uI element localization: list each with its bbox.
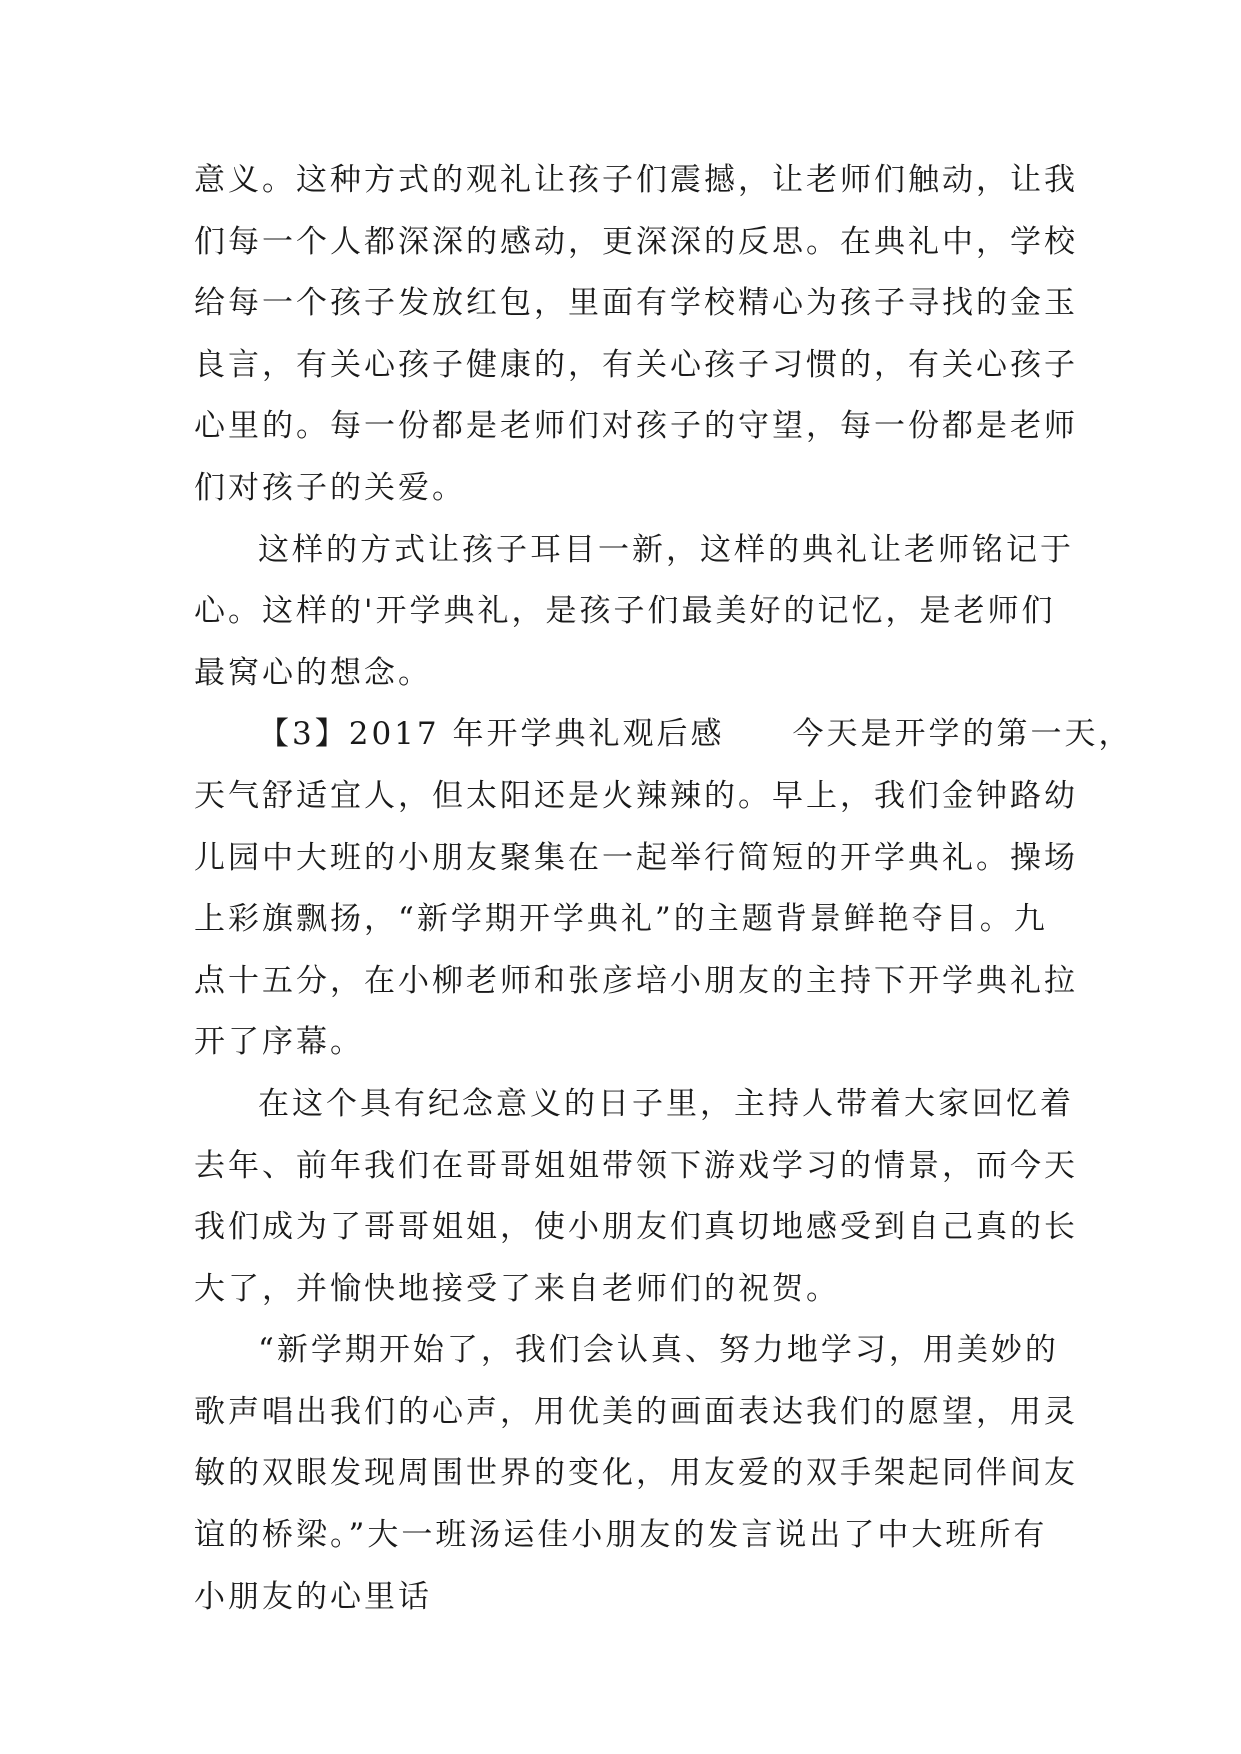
text-line: 点十五分，在小柳老师和张彦培小朋友的主持下开学典礼拉 [194,962,1078,999]
text-line: 们每一个人都深深的感动，更深深的反思。在典礼中，学校 [194,223,1078,260]
text-line: 上彩旗飘扬，“新学期开学典礼”的主题背景鲜艳夺目。九 [194,901,1048,938]
paragraph-3 [194,704,1133,1074]
document-body [194,150,1133,1628]
text-line: 谊的桥梁。”大一班汤运佳小朋友的发言说出了中大班所有 [194,1517,1048,1554]
text-line: “新学期开始了，我们会认真、努力地学习，用美妙的 [258,1332,1059,1369]
text-line: 我们成为了哥哥姐姐，使小朋友们真切地感受到自己真的长 [194,1209,1078,1246]
text-line: 天气舒适宜人，但太阳还是火辣辣的。早上，我们金钟路幼 [194,777,1078,814]
text-line: 【3】2017 年开学典礼观后感 今天是开学的第一天， [258,716,1133,753]
text-line: 良言，有关心孩子健康的，有关心孩子习惯的，有关心孩子 [194,346,1078,383]
text-line: 这样的方式让孩子耳目一新，这样的典礼让老师铭记于 [258,531,1074,568]
text-line: 去年、前年我们在哥哥姐姐带领下游戏学习的情景，而今天 [194,1147,1078,1184]
paragraph-1 [194,150,1078,520]
paragraph-5 [194,1320,1078,1628]
text-line: 小朋友的心里话 [194,1578,432,1615]
text-line: 心里的。每一份都是老师们对孩子的守望，每一份都是老师 [194,408,1078,445]
text-line: 给每一个孩子发放红包，里面有学校精心为孩子寻找的金玉 [194,285,1078,322]
text-line: 开了序幕。 [194,1024,364,1061]
text-line: 歌声唱出我们的心声，用优美的画面表达我们的愿望，用灵 [194,1393,1078,1430]
text-line: 在这个具有纪念意义的日子里，主持人带着大家回忆着 [258,1085,1074,1122]
text-line: 们对孩子的关爱。 [194,469,466,506]
paragraph-2 [194,520,1074,705]
text-line: 敏的双眼发现周围世界的变化，用友爱的双手架起同伴间友 [194,1455,1078,1492]
paragraph-4 [194,1074,1078,1320]
text-line: 大了，并愉快地接受了来自老师们的祝贺。 [194,1270,840,1307]
text-line: 最窝心的想念。 [194,654,432,691]
text-line: 心。这样的'开学典礼，是孩子们最美好的记忆，是老师们 [194,593,1056,630]
text-line: 儿园中大班的小朋友聚集在一起举行简短的开学典礼。操场 [194,839,1078,876]
text-line: 意义。这种方式的观礼让孩子们震撼，让老师们触动，让我 [194,162,1078,198]
